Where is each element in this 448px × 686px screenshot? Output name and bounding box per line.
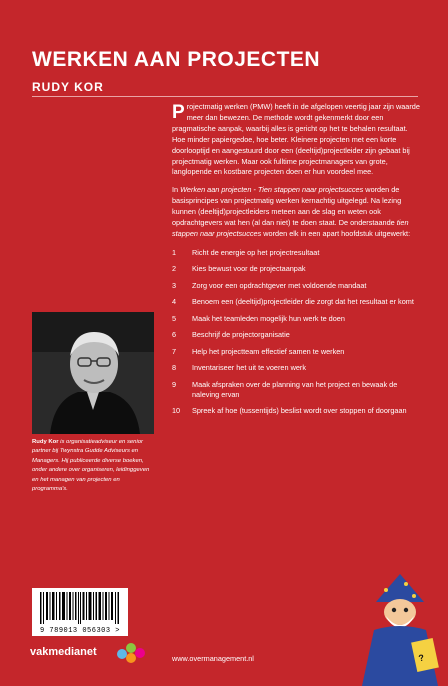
svg-text:?: ? <box>417 652 425 664</box>
list-item: 2 Kies bewust voor de projectaanpak <box>172 264 306 274</box>
title-rule <box>32 96 418 97</box>
author-bio-text: is organisatieadviseur en senior partner bij Twynstra Gudde Adviseurs en Managers. Hij publiceerde diverse boeken, onder andere over organiseren, leidinggeven en het managen van projecten en programma's. <box>32 439 150 493</box>
author-bio-name: Rudy Kor <box>32 439 59 445</box>
website-url: www.overmanagement.nl <box>172 654 254 663</box>
book-title-ref: Werken aan projecten - Tien stappen naar projectsucces <box>180 185 364 195</box>
list-item: 6 Beschrijf de projectorganisatie <box>172 330 290 340</box>
publisher-dots-icon <box>116 642 150 664</box>
dropcap: P <box>172 102 185 123</box>
cover-author: RUDY KOR <box>32 80 104 94</box>
para2-part3: worden elk in een apart hoofdstuk uitgewerkt: <box>261 228 411 238</box>
list-item: 4 Benoem een (deeltijd)projectleider die zorgt dat het resultaat er komt <box>172 297 414 307</box>
barcode-digits: 9 789013 056303 > <box>40 627 120 635</box>
steps-title-ref: tien stappen naar projectsucces <box>172 218 409 238</box>
list-item: 9 Maak afspraken over de planning van het project en bewaak de naleving ervan <box>172 379 398 399</box>
intro-paragraph <box>172 102 422 178</box>
author-photo <box>32 312 154 434</box>
intro-text: rojectmatig werken (PMW) heeft in de afgelopen veertig jaar zijn waarde meer dan bewezen. De methode wordt gekenmerkt door een pragmatische aanpak, waarbij alles is gericht op het te behalen resultaat. Hoe minder papiergedoe, hoe beter. Kleinere projecten met een korte doorlooptijd en aangestuurd door een (deeltijd)projectleider zijn gebaat bij projectmatig werken. Maar ook fulltime projectmanagers van grote, langlopende en kostbare projecten doen er hun voordeel mee. <box>172 102 420 177</box>
dummy-mascot-icon <box>354 568 446 686</box>
publisher-logo: vakmedianet <box>30 646 97 658</box>
author-bio <box>32 438 154 494</box>
barcode <box>32 588 128 636</box>
cover-title: WERKEN AAN PROJECTEN <box>32 48 321 71</box>
steps-list <box>172 248 422 417</box>
list-item: 1 Richt de energie op het projectresultaat <box>172 247 320 257</box>
list-item: 10 Spreek af hoe (tussentijds) beslist wordt over stoppen of doorgaan <box>172 406 407 416</box>
list-item: 7 Help het projectteam effectief samen te werken <box>172 346 345 356</box>
second-paragraph <box>172 185 422 240</box>
list-item: 5 Maak het teamleden mogelijk hun werk te doen <box>172 313 345 323</box>
back-cover-text <box>172 102 422 423</box>
list-item: 3 Zorg voor een opdrachtgever met voldoende mandaat <box>172 280 367 290</box>
barcode-icon <box>32 588 128 626</box>
para2-part1: In <box>172 185 181 195</box>
para2-part2: worden de basisprincipes van projectmatig werken kernachtig uitgelegd. Na lezing kunnen (deeltijd)projectleiders meteen aan de slag en weten ook opdrachtgevers wat hen (al dan niet) te doen staat. De onderstaande <box>172 185 402 228</box>
list-item: 8 Inventariseer het uit te voeren werk <box>172 363 306 373</box>
